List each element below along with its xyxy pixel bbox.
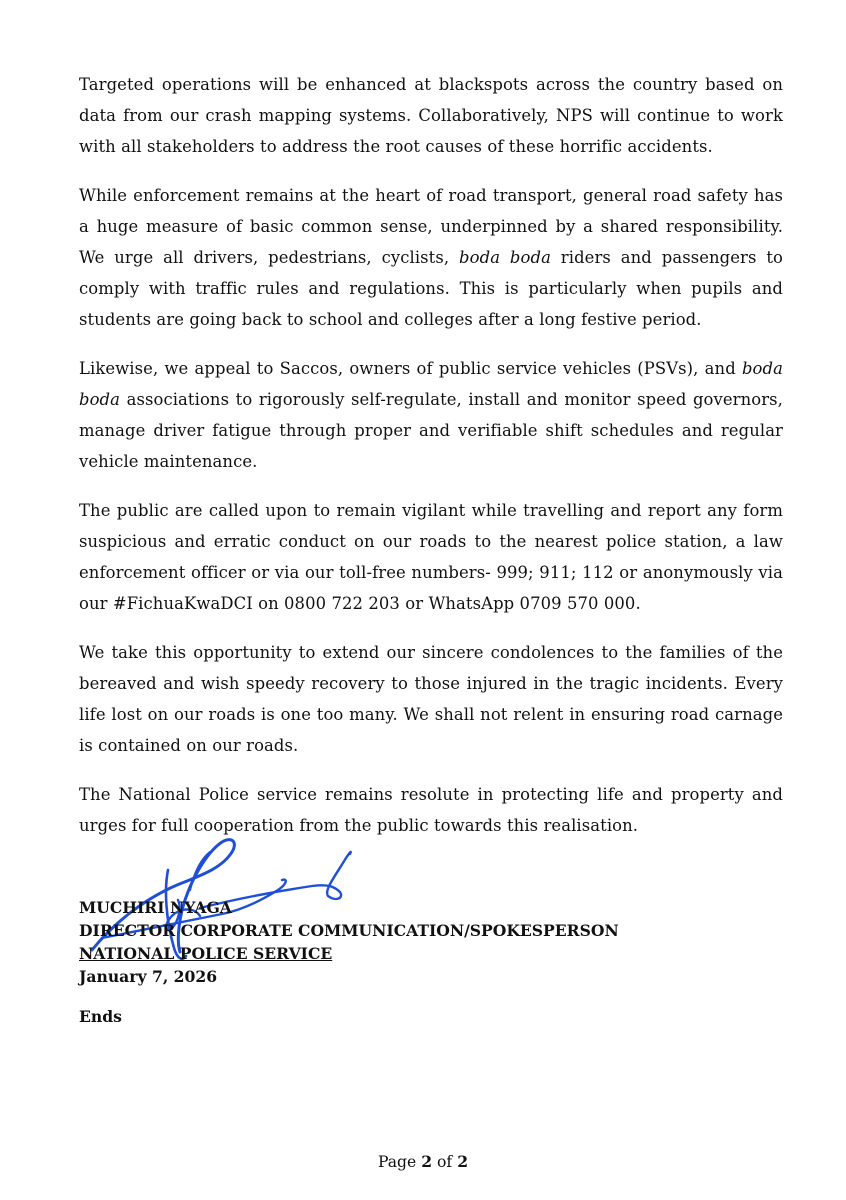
paragraph-text: The public are called upon to remain vigilant while travelling and report any form suspicious and erratic conduct on our roads to the nearest police station, a law enforcement officer or via our toll-free numbers- 999; 911; 112 or anonymously via our #FichuaKwaDCI on 0800 722 203 or WhatsApp 0709 570 000.: [79, 501, 783, 613]
paragraph: [79, 495, 783, 619]
statement-date: January 7, 2026: [79, 967, 218, 986]
of-word: of: [437, 1153, 453, 1171]
paragraph-text: associations to rigorously self-regulate, install and monitor speed governors, manage driver fatigue through proper and verifiable shift schedules and regular vehicle maintenance.: [79, 390, 783, 471]
paragraph-text: Likewise, we appeal to Saccos, owners of public service vehicles (PSVs), and: [79, 359, 742, 378]
current-page-number: 2: [421, 1152, 433, 1171]
paragraph: [79, 180, 783, 335]
ends-label: Ends: [79, 1007, 122, 1026]
page-word: Page: [377, 1153, 417, 1171]
paragraph-text: Targeted operations will be enhanced at blackspots across the country based on data from our crash mapping systems. Collaboratively, NPS will continue to work with all stakeholders to address the root causes of these horrific accidents.: [79, 75, 783, 156]
paragraph-text: riders and passengers to comply with traffic rules and regulations. This is particularly when pupils and students are going back to school and colleges after a long festive period.: [79, 248, 784, 329]
statement-body: [79, 69, 783, 859]
signatory-name: MUCHIRI NYAGA: [79, 898, 232, 917]
signature-block: [79, 896, 619, 988]
page-footer: [0, 1152, 846, 1171]
italic-phrase: boda boda: [459, 248, 551, 267]
paragraph-text: While enforcement remains at the heart of road transport, general road safety has a huge measure of basic common sense, underpinned by a shared responsibility. We urge all drivers, pedestrians, cyclists,: [79, 186, 783, 267]
signatory-organization: NATIONAL POLICE SERVICE: [79, 944, 333, 963]
paragraph: [79, 353, 783, 477]
total-pages-number: 2: [457, 1152, 469, 1171]
paragraph: [79, 637, 783, 761]
italic-phrase: boda boda: [79, 359, 783, 409]
paragraph: [79, 69, 783, 162]
paragraph-text: We take this opportunity to extend our sincere condolences to the families of the bereaved and wish speedy recovery to those injured in the tragic incidents. Every life lost on our roads is one too many. We shall not relent in ensuring road carnage is contained on our roads.: [79, 643, 783, 755]
signatory-title: DIRECTOR CORPORATE COMMUNICATION/SPOKESPERSON: [79, 921, 619, 940]
paragraph-text: The National Police service remains resolute in protecting life and property and urges for full cooperation from the public towards this realisation.: [79, 785, 783, 835]
